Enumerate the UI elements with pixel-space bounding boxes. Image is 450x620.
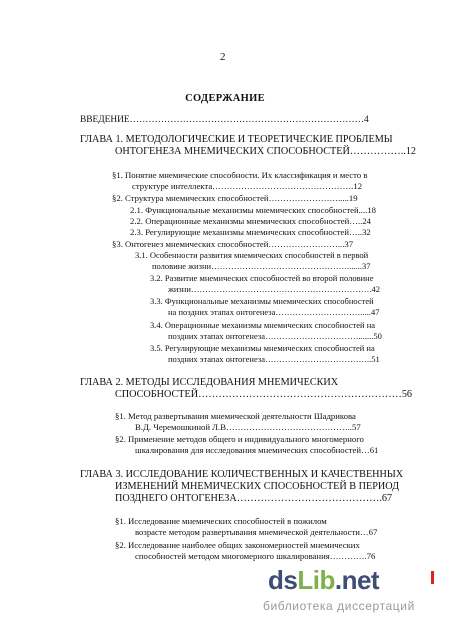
toc-s3-1-line2: возрасте методом развертывания мнемической деятельности…67 bbox=[135, 527, 378, 537]
toc-s1-3-4-line1: 3.4. Операционные механизмы мнемических способностей на bbox=[150, 320, 376, 330]
toc-s1-2-2: 2.2. Операционные механизмы мнемических способностей…..24 bbox=[130, 216, 372, 226]
page-title: СОДЕРЖАНИЕ bbox=[185, 93, 265, 104]
logo-accent-bar bbox=[431, 571, 434, 584]
toc-s1-3: §3. Онтогенез мнемических способностей……………………...37 bbox=[112, 239, 354, 249]
toc-s2-2-line1: §2. Применение методов общего и индивидуального многомерного bbox=[115, 434, 364, 444]
toc-s3-2-line2: способностей методом многомерного шкалирования………….76 bbox=[135, 551, 376, 561]
toc-s1-1-line2: структуре интеллекта………………………………………….12 bbox=[132, 181, 363, 191]
logo-part-ds: ds bbox=[268, 565, 298, 595]
toc-s1-3-2-line1: 3.2. Развитие мнемических способностей во второй половине bbox=[150, 273, 374, 283]
toc-s2-2-line2: шкалирования для исследования мнемических способностей…61 bbox=[135, 445, 379, 455]
toc-s3-2-line1: §2. Исследование наиболее общих закономерностей мнемических bbox=[115, 540, 360, 550]
dslib-logo bbox=[268, 565, 379, 596]
watermark-subtitle: библиотека диссертаций bbox=[263, 599, 415, 613]
toc-chapter2-line1: ГЛАВА 2. МЕТОДЫ ИССЛЕДОВАНИЯ МНЕМИЧЕСКИХ bbox=[80, 377, 339, 388]
toc-s1-1-line1: §1. Понятие мнемические способности. Их классификация и место в bbox=[112, 170, 368, 180]
toc-s2-1-line1: §1. Метод развертывания мнемической деятельности Шадрикова bbox=[115, 411, 356, 421]
page-number: 2 bbox=[220, 51, 226, 63]
toc-s1-2-1: 2.1. Функциональные механизмы мнемических способностей....18 bbox=[130, 205, 377, 215]
toc-s1-3-2-line2: жизни……………………………………………………….42 bbox=[168, 284, 381, 294]
toc-s1-2: §2. Структура мнемических способностей…………………….....19 bbox=[112, 193, 358, 203]
toc-chapter2-line2: СПОСОБНОСТЕЙ……………………………………………………56 bbox=[115, 389, 413, 400]
logo-part-lib: Lib bbox=[297, 565, 335, 595]
toc-chapter1-line1: ГЛАВА 1. МЕТОДОЛОГИЧЕСКИЕ И ТЕОРЕТИЧЕСКИЕ ПРОБЛЕМЫ bbox=[80, 134, 393, 145]
toc-s1-3-3-line2: на поздних этапах онтогенеза………………………….....47 bbox=[168, 307, 380, 317]
toc-chapter1-line2: ОНТОГЕНЕЗА МНЕМИЧЕСКИХ СПОСОБНОСТЕЙ……………..12 bbox=[115, 146, 417, 157]
toc-s2-1-line2: В.Д. Черемошкиной Л.В……………………………………..57 bbox=[135, 422, 361, 432]
logo-part-net: .net bbox=[334, 565, 380, 595]
toc-chapter3-line1: ГЛАВА 3. ИССЛЕДОВАНИЕ КОЛИЧЕСТВЕННЫХ И КАЧЕСТВЕННЫХ bbox=[80, 469, 404, 480]
toc-chapter3-line2: ИЗМЕНЕНИЙ МНЕМИЧЕСКИХ СПОСОБНОСТЕЙ В ПЕРИОД bbox=[115, 481, 400, 492]
toc-intro: ВВЕДЕНИЕ…………………………………………………………………4 bbox=[80, 115, 369, 125]
toc-s1-2-3: 2.3. Регулирующие механизмы мнемических способностей…..32 bbox=[130, 227, 371, 237]
toc-s1-3-5-line1: 3.5. Регулирующие механизмы мнемических способностей на bbox=[150, 343, 375, 353]
toc-chapter3-line3: ПОЗДНЕГО ОНТОГЕНЕЗА…………………………………….67 bbox=[115, 493, 393, 504]
toc-s1-3-1-line1: 3.1. Особенности развития мнемических способностей в первой bbox=[135, 250, 369, 260]
toc-s1-3-3-line1: 3.3. Функциональные механизмы мнемических способностей bbox=[150, 296, 374, 306]
toc-s1-3-1-line2: половине жизни………………………………………….......37 bbox=[152, 261, 371, 271]
toc-s3-1-line1: §1. Исследование мнемических способностей в пожилом bbox=[115, 516, 327, 526]
toc-s1-3-4-line2: поздних этапах онтогенеза…………………………….......50 bbox=[168, 331, 382, 341]
toc-s1-3-5-line2: поздних этапах онтогенеза………………………………..51 bbox=[168, 354, 380, 364]
